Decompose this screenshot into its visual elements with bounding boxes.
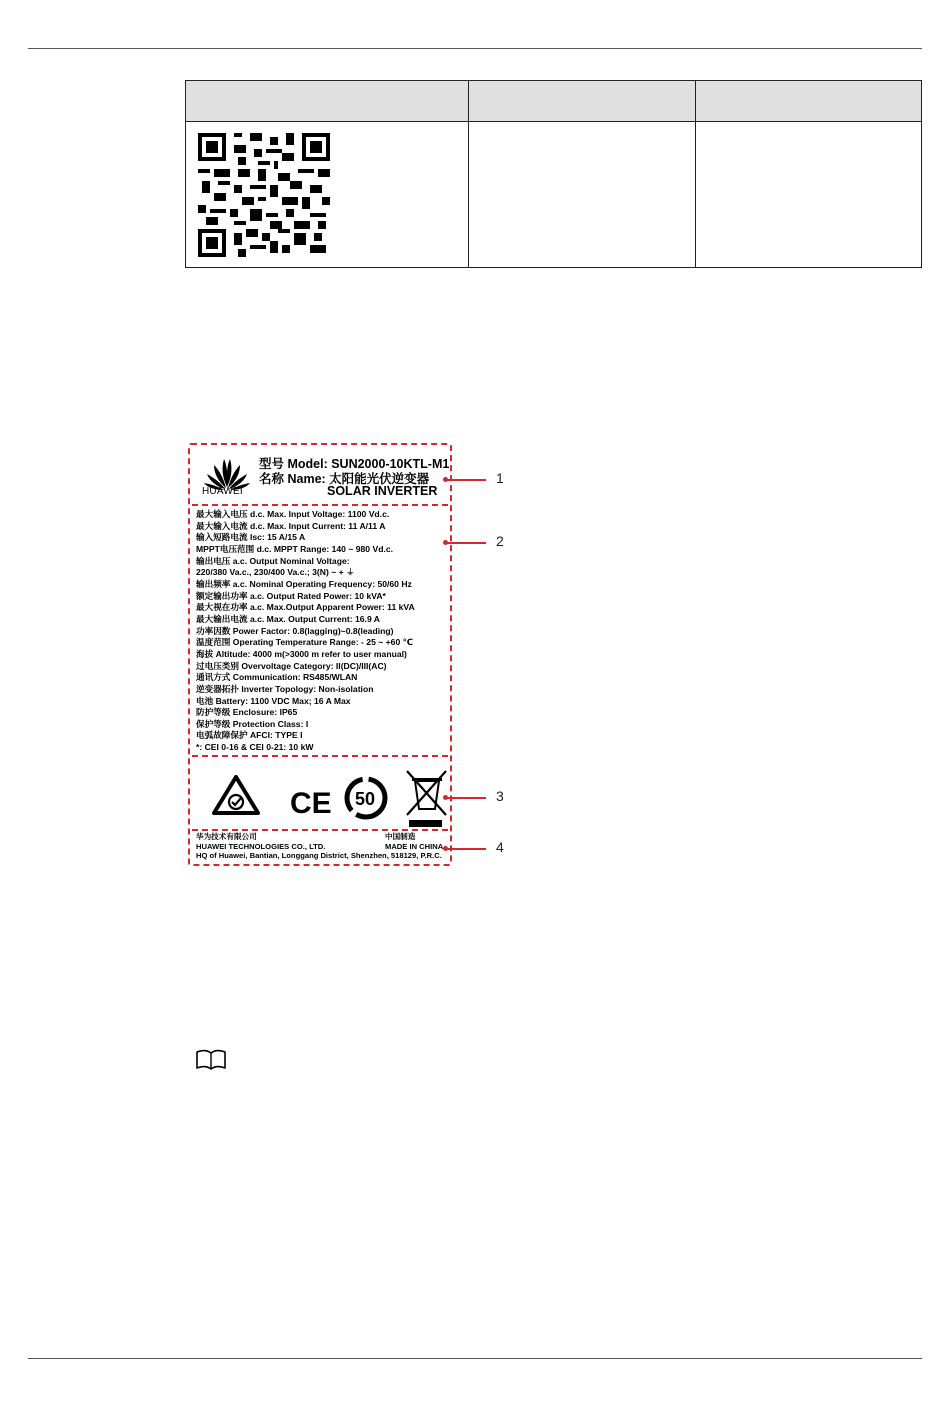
name-line-en: SOLAR INVERTER [327, 484, 438, 498]
section-divider [192, 755, 448, 757]
spec-list [196, 509, 448, 754]
spec-line: 海拔 Altitude: 4000 m(>3000 m refer to user manual) [196, 648, 407, 659]
environment-50-value: 50 [355, 789, 376, 809]
manufacturer-address: HQ of Huawei, Bantian, Longgang District, Shenzhen, 518129, P.R.C. [196, 851, 442, 861]
spec-line: 最大输出电流 a.c. Max. Output Current: 16.9 A [196, 613, 380, 624]
spec-line: 输出频率 a.c. Nominal Operating Frequency: 50/60 Hz [196, 578, 412, 589]
manufacturer-name-cn: 华为技术有限公司 [196, 832, 257, 841]
note-book-icon [195, 1049, 227, 1071]
brand-name: HUAWEI [202, 486, 243, 497]
weee-bin-icon [407, 771, 446, 827]
manufacturer-name-en: HUAWEI TECHNOLOGIES CO., LTD. [196, 841, 326, 851]
name-line: 名称 Name: 太阳能光伏逆变器 [259, 472, 430, 486]
table-column-divider [695, 81, 696, 267]
spec-line: 输入短路电流 Isc: 15 A/15 A [196, 532, 306, 543]
spec-line: 输出电压 a.c. Output Nominal Voltage: [196, 555, 350, 566]
spec-line: MPPT电压范围 d.c. MPPT Range: 140 ~ 980 Vd.c. [196, 543, 393, 554]
bottom-rule [28, 1358, 922, 1359]
spec-line: 最大视在功率 a.c. Max.Output Apparent Power: 11 kVA [196, 602, 415, 613]
ce-mark-icon: CE [290, 787, 332, 820]
spec-line: 额定输出功率 a.c. Output Rated Power: 10 kVA* [196, 590, 386, 601]
callout-number: 1 [496, 470, 504, 486]
table-column-divider [468, 81, 469, 267]
spec-line: 最大输入电流 d.c. Max. Input Current: 11 A/11 A [196, 520, 386, 531]
callout-number: 2 [496, 533, 504, 549]
made-in-cn: 中国制造 [385, 832, 416, 841]
environment-50-mark-icon [347, 779, 385, 817]
spec-line: 电池 Battery: 1100 VDC Max; 16 A Max [196, 695, 351, 706]
callout-line [446, 797, 486, 799]
certification-marks [190, 767, 450, 831]
section-divider [192, 504, 448, 506]
spec-line: 过电压类别 Overvoltage Category: II(DC)/III(AC) [196, 660, 387, 671]
spec-line: 最大输入电压 d.c. Max. Input Voltage: 1100 Vd.c. [196, 509, 390, 519]
qr-code-icon [198, 133, 330, 257]
spec-line: 功率因数 Power Factor: 0.8(lagging)~0.8(leading) [196, 625, 394, 636]
spec-line: 防护等级 Enclosure: IP65 [196, 707, 298, 718]
rcm-mark-icon [214, 777, 258, 813]
top-rule [28, 48, 922, 49]
spec-line: 逆变器拓扑 Inverter Topology: Non-isolation [196, 683, 374, 694]
section-divider [192, 829, 448, 831]
callout-number: 4 [496, 839, 504, 855]
qr-table [185, 80, 922, 268]
table-header-row [186, 81, 921, 122]
manufacturer-info [196, 832, 448, 861]
nameplate-label [188, 443, 452, 866]
made-in-en: MADE IN CHINA [385, 841, 444, 851]
callout-number: 3 [496, 788, 504, 804]
spec-line: 220/380 Va.c., 230/400 Va.c.; 3(N) ~ + ⏚ [196, 567, 355, 578]
spec-line: 保护等级 Protection Class: I [196, 718, 309, 729]
callout-line [446, 479, 486, 481]
callout-line [446, 542, 486, 544]
model-line: 型号 Model: SUN2000-10KTL-M1 [259, 457, 450, 471]
spec-line: 通讯方式 Communication: RS485/WLAN [196, 672, 358, 683]
callout-line [446, 848, 486, 850]
spec-line: *: CEI 0-16 & CEI 0-21: 10 kW [196, 742, 314, 753]
spec-line: 温度范围 Operating Temperature Range: - 25 ~ +60 ℃ [196, 637, 414, 648]
spec-line: 电弧故障保护 AFCI: TYPE I [196, 730, 303, 741]
